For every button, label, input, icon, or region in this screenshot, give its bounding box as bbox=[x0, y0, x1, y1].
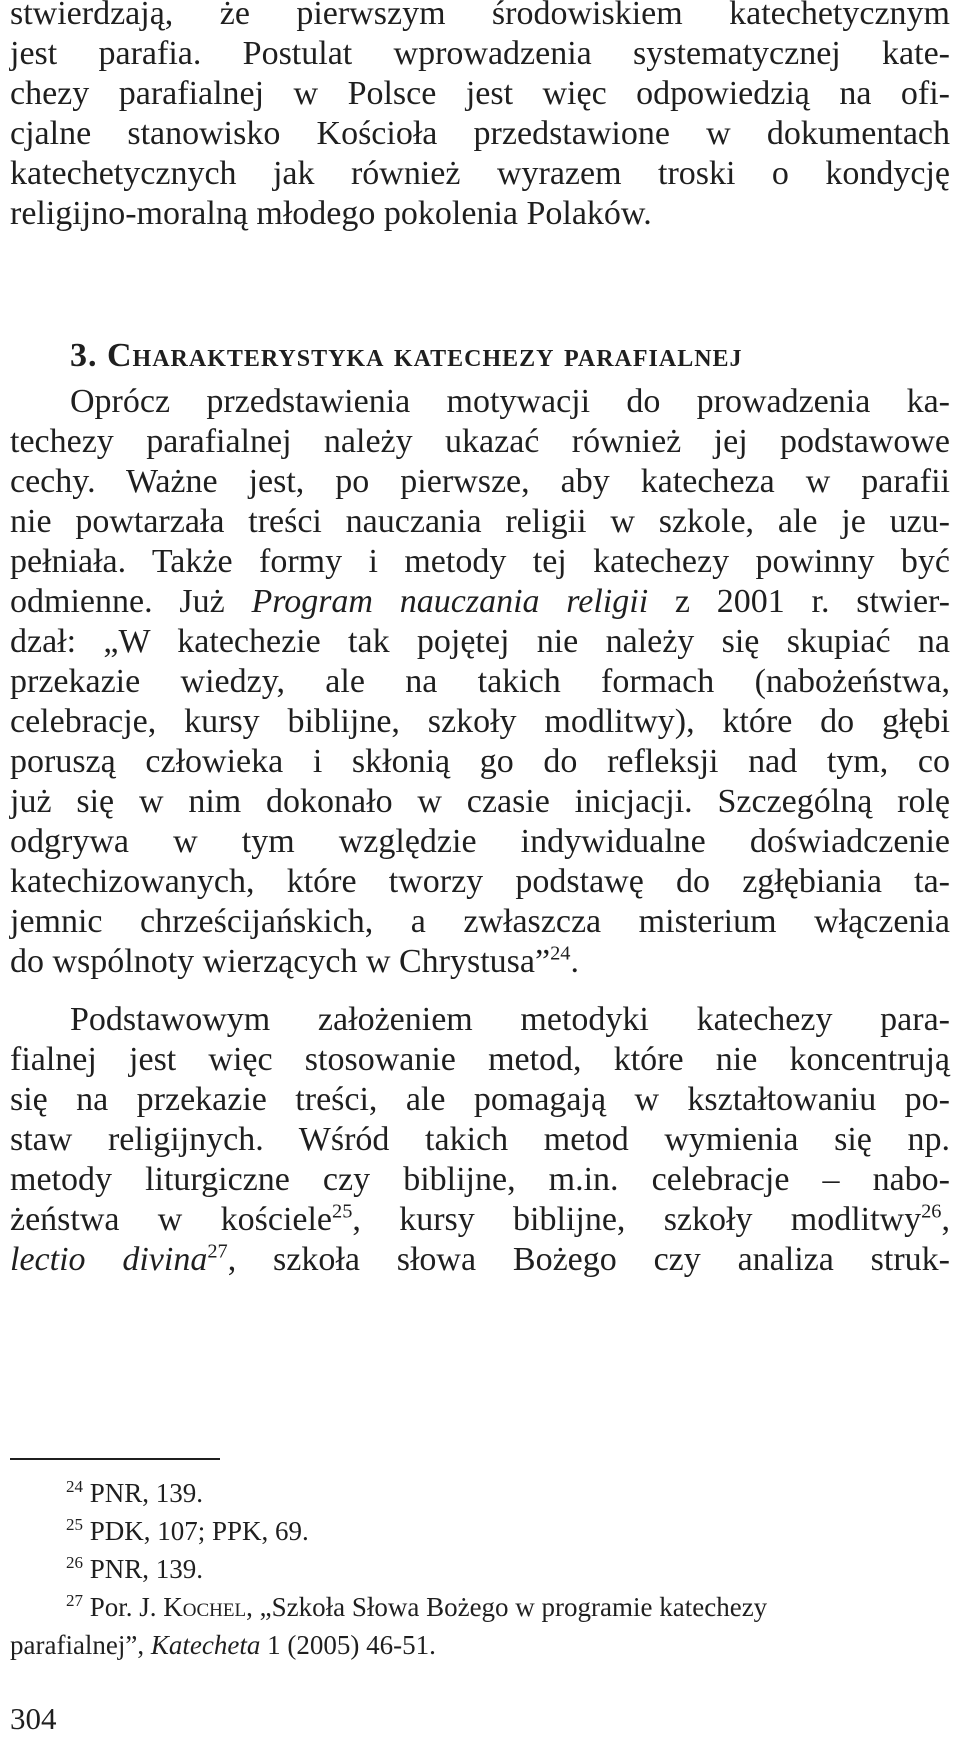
section-number: 3. bbox=[70, 337, 98, 374]
footnote-text: , „Szkoła Słowa Bożego w programie katechezy bbox=[246, 1592, 768, 1622]
body-line: techezy parafialnej należy ukazać również jej podstawowe bbox=[10, 423, 950, 460]
body-line: odgrywa w tym względzie indywidualne doświadczenie bbox=[10, 823, 950, 860]
text-run: , szkoła słowa Bożego czy analiza struk- bbox=[227, 1241, 950, 1278]
body-line: nie powtarzała treści nauczania religii w szkole, ale je uzu- bbox=[10, 503, 950, 540]
footnote-number: 26 bbox=[66, 1553, 83, 1572]
footnote-number: 25 bbox=[66, 1515, 83, 1534]
text-run: , bbox=[941, 1201, 950, 1238]
footnote-ref[interactable]: 26 bbox=[921, 1200, 942, 1223]
body-line: stwierdzają, że pierwszym środowiskiem katechetycznym bbox=[10, 0, 950, 32]
body-line: metody liturgiczne czy biblijne, m.in. celebracje – nabo- bbox=[10, 1161, 950, 1198]
footnote-ref[interactable]: 24 bbox=[550, 942, 571, 965]
footnote-ref[interactable]: 25 bbox=[332, 1200, 353, 1223]
text-run: , kursy biblijne, szkoły modlitwy bbox=[352, 1201, 922, 1238]
body-line: religijno-moralną młodego pokolenia Polaków. bbox=[10, 195, 652, 232]
footnote-text: Por. J. bbox=[89, 1592, 164, 1622]
text-run: do wspólnoty wierzących w Chrystusa” bbox=[10, 943, 551, 980]
body-line: staw religijnych. Wśród takich metod wymienia się np. bbox=[10, 1121, 950, 1158]
section-title: Charakterystyka katechezy parafialnej bbox=[107, 337, 743, 374]
footnote-separator bbox=[10, 1458, 220, 1460]
text-run: żeństwa w kościele bbox=[10, 1201, 333, 1238]
body-line: Podstawowym założeniem metodyki katechezy para- bbox=[70, 1001, 950, 1038]
latin-term: lectio divina bbox=[10, 1241, 208, 1278]
body-line bbox=[10, 942, 950, 982]
body-line: katechetycznych jak również wyrazem troski o kondycję bbox=[10, 155, 950, 192]
footnote-text: PDK, 107; PPK, 69. bbox=[89, 1516, 309, 1546]
section-heading bbox=[70, 336, 743, 376]
body-line: cjalne stanowisko Kościoła przedstawione w dokumentach bbox=[10, 115, 950, 152]
footnote-number: 24 bbox=[66, 1477, 83, 1496]
body-line: cechy. Ważne jest, po pierwsze, aby katecheza w parafii bbox=[10, 463, 950, 500]
body-line: się na przekazie treści, ale pomagają w kształtowaniu po- bbox=[10, 1081, 950, 1118]
footnote-25 bbox=[66, 1514, 960, 1548]
body-line bbox=[10, 1240, 950, 1280]
body-line bbox=[10, 1200, 950, 1240]
footnote-author: Kochel bbox=[163, 1592, 247, 1622]
journal-title: Katecheta bbox=[150, 1630, 261, 1660]
cited-title: Program nauczania religii bbox=[251, 583, 649, 620]
text-run: odmienne. Już bbox=[10, 583, 252, 620]
footnote-number: 27 bbox=[66, 1591, 83, 1610]
body-line: poruszą człowieka i skłonią go do refleksji nad tym, co bbox=[10, 743, 950, 780]
body-line: katechizowanych, które tworzy podstawę do zgłębiania ta- bbox=[10, 863, 950, 900]
body-line: jest parafia. Postulat wprowadzenia systematycznej kate- bbox=[10, 35, 950, 72]
body-line: pełniała. Także formy i metody tej katechezy powinny być bbox=[10, 543, 950, 580]
body-line: już się w nim dokonało w czasie inicjacji. Szczególną rolę bbox=[10, 783, 950, 820]
footnote-27-continuation bbox=[10, 1628, 950, 1662]
footnote-27 bbox=[66, 1590, 950, 1624]
footnote-ref[interactable]: 27 bbox=[207, 1240, 228, 1263]
footnote-text: PNR, 139. bbox=[89, 1554, 204, 1584]
footnote-24 bbox=[66, 1476, 960, 1510]
page-number: 304 bbox=[10, 1701, 57, 1736]
body-line bbox=[10, 582, 950, 622]
body-line: fialnej jest więc stosowanie metod, które nie koncentrują bbox=[10, 1041, 950, 1078]
footnote-text: parafialnej”, bbox=[10, 1630, 151, 1660]
text-run: z 2001 r. stwier- bbox=[648, 583, 950, 620]
body-line: celebracje, kursy biblijne, szkoły modlitwy), które do głębi bbox=[10, 703, 950, 740]
footnote-26 bbox=[66, 1552, 960, 1586]
footnote-text: PNR, 139. bbox=[89, 1478, 204, 1508]
footnote-text: 1 (2005) 46-51. bbox=[260, 1630, 436, 1660]
body-line: przekazie wiedzy, ale na takich formach (nabożeństwa, bbox=[10, 663, 950, 700]
body-line: dzał: „W katechezie tak pojętej nie należy się skupiać na bbox=[10, 623, 950, 660]
body-line: Oprócz przedstawienia motywacji do prowadzenia ka- bbox=[70, 383, 950, 420]
text-run: . bbox=[570, 943, 579, 980]
body-line: chezy parafialnej w Polsce jest więc odpowiedzią na ofi- bbox=[10, 75, 950, 112]
body-line: jemnic chrześcijańskich, a zwłaszcza misterium włączenia bbox=[10, 903, 950, 940]
